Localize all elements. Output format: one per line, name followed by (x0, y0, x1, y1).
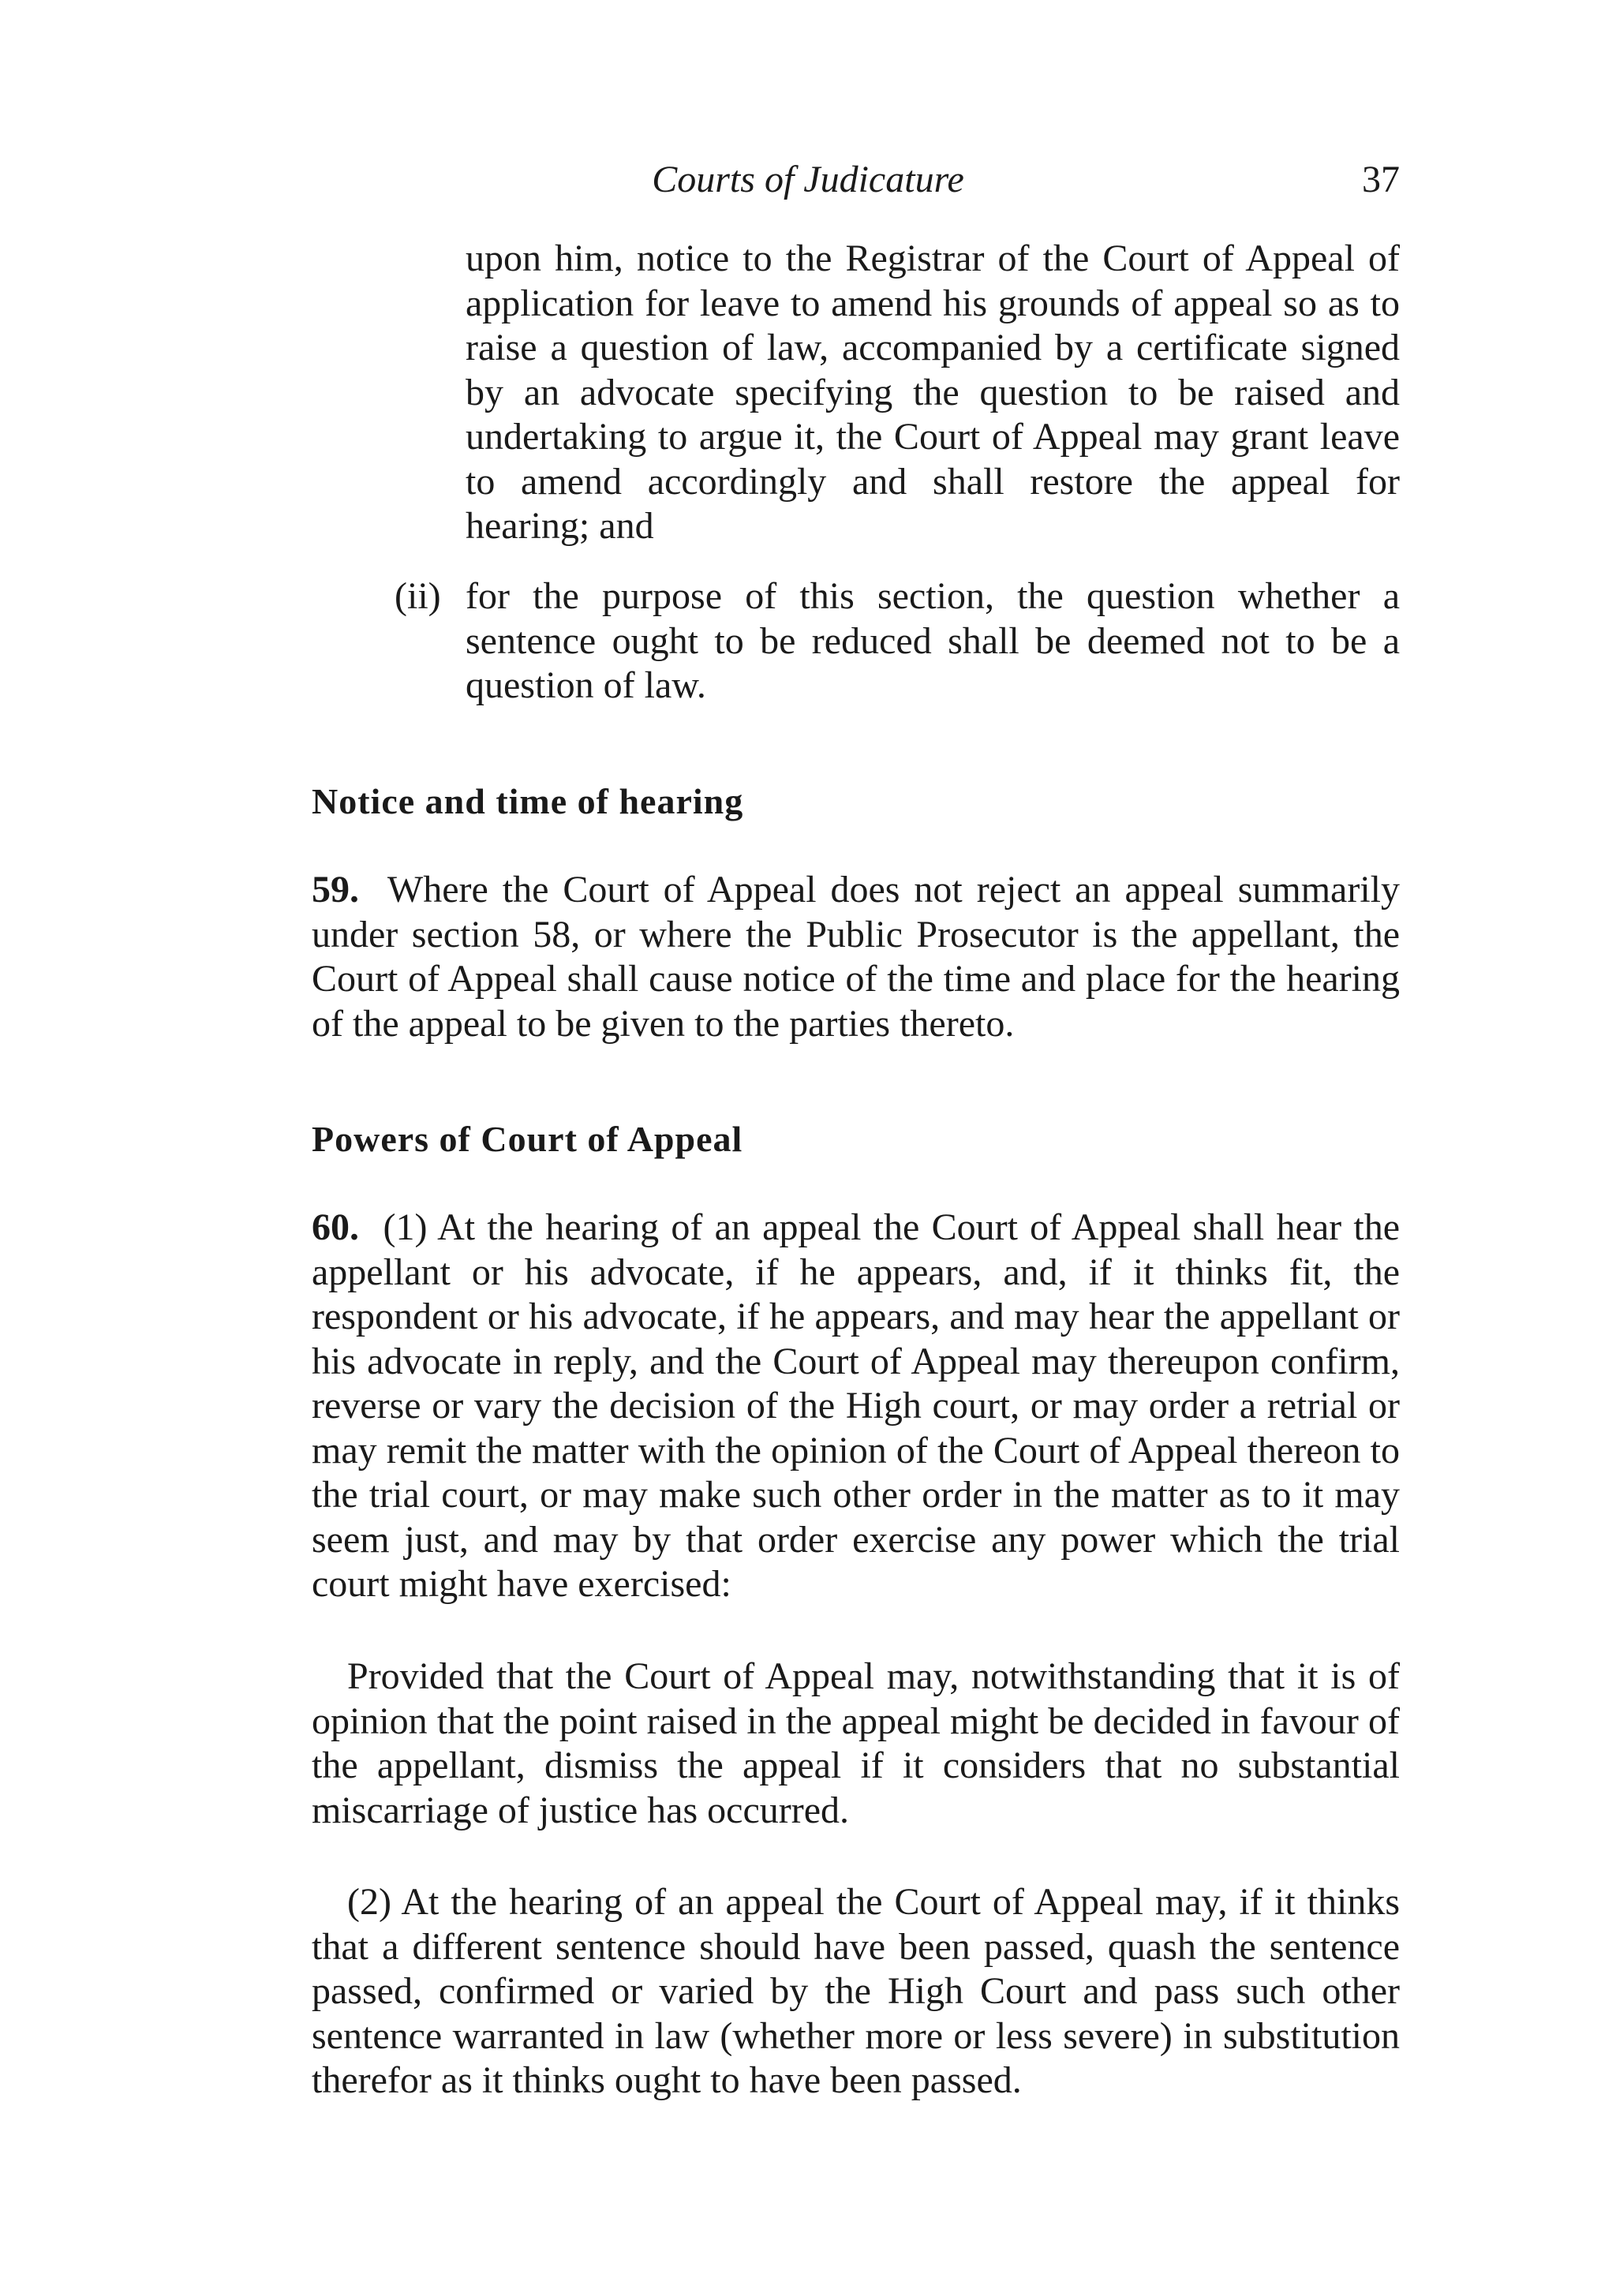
section-59-body (312, 868, 1400, 1046)
paragraph-i-continuation: upon him, notice to the Registrar of the Court of Appeal of application for leave to amend his grounds of appeal so as to raise a question of law, accompanied by a certificate signed by an advocate specifying the question to be raised and undertaking to argue it, the Court of Appeal may grant leave to amend accordingly and shall restore the appeal for hearing; and (466, 237, 1400, 547)
paragraph-ii-marker: (ii) (395, 575, 441, 617)
page-number: 37 (1362, 159, 1400, 200)
section-59-heading: Notice and time of hearing (312, 781, 744, 821)
paragraph-ii-text: for the purpose of this section, the question whether a sentence ought to be reduced shall be deemed not to be a question of law. (466, 575, 1400, 706)
section-59-number: 59. (312, 869, 359, 911)
section-60-number: 60. (312, 1206, 359, 1248)
paragraph-ii (395, 574, 1400, 709)
section-60-subsection-2: (2) At the hearing of an appeal the Court of Appeal may, if it thinks that a different sentence should have been passed, quash the sentence passed, confirmed or varied by the High Court and pass such other sentence warranted in law (whether more or less severe) in substitution therefor as it thinks ought to have been passed. (312, 1881, 1400, 2101)
section-60-subsection-1-text: (1) At the hearing of an appeal the Court of Appeal shall hear the appellant or his advocate, if he appears, and, if it thinks fit, the respondent or his advocate, if he appears, and may hear the appellant or his advocate in reply, and the Court of Appeal may thereupon confirm, reverse or vary the decision of the High court, or may order a retrial or may remit the matter with the opinion of the Court of Appeal thereon to the trial court, or may make such other order in the matter as to it may seem just, and may by that order exercise any power which the trial court might have exercised: (312, 1206, 1400, 1605)
section-60-proviso: Provided that the Court of Appeal may, notwithstanding that it is of opinion that the point raised in the appeal might be decided in favour of the appellant, dismiss the appeal if it considers that no substantial miscarriage of justice has occurred. (312, 1655, 1400, 1831)
section-59-text: Where the Court of Appeal does not reject an appeal summarily under section 58, or where the Public Prosecutor is the appellant, the Court of Appeal shall cause notice of the time and place for the hearing of the appeal to be given to the parties thereto. (312, 869, 1401, 1045)
section-60-subsection-1 (312, 1206, 1400, 1607)
running-title: Courts of Judicature (652, 159, 964, 200)
section-60-heading: Powers of Court of Appeal (312, 1119, 743, 1159)
